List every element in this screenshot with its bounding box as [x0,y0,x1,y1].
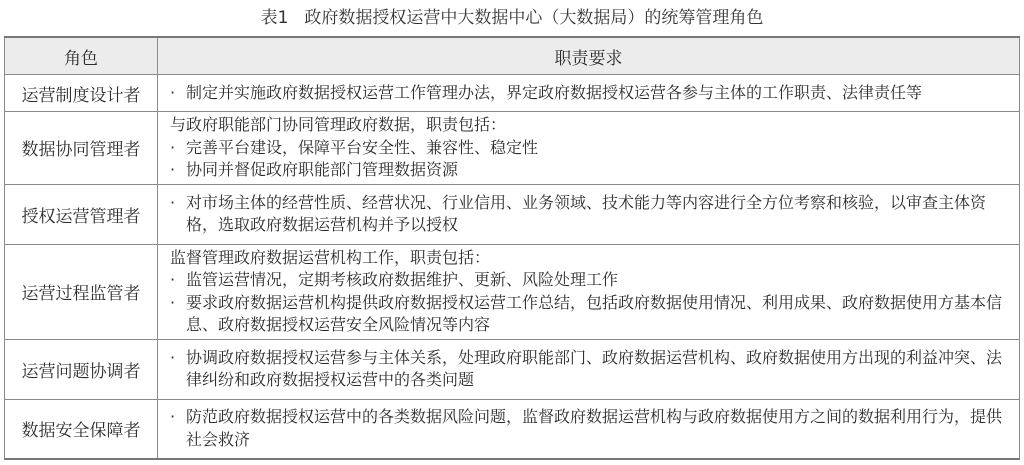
bullet-dot-icon: · [170,292,176,312]
bullet-dot-icon: · [170,137,176,157]
duty-bullet [170,269,1011,292]
duty-bullet [170,292,1011,337]
duty-bullet [170,192,1011,237]
table-row [5,399,1020,459]
duties-intro: 监督管理政府数据运营机构工作，职责包括： [170,247,491,267]
header-role: 角色 [5,37,158,75]
role-cell: 数据安全保障者 [5,399,158,459]
duty-bullet [170,406,1011,451]
duty-text: 协调政府数据授权运营参与主体关系，处理政府职能部门、政府数据运营机构、政府数据使用方出现的利益冲突、法律纠纷和政府数据授权运营中的各类问题 [186,347,1003,389]
duty-bullet [170,347,1011,392]
table-row [5,75,1020,112]
bullet-dot-icon: · [170,160,176,179]
bullet-dot-icon: · [170,192,176,212]
bullet-dot-icon: · [170,270,176,289]
duty-bullet [170,82,1011,105]
duty-text: 制定并实施政府数据授权运营工作管理办法，界定政府数据授权运营各参与主体的工作职责、法律责任等 [186,82,923,102]
roles-table [4,36,1020,460]
duties-cell [158,75,1020,112]
duties-intro: 与政府职能部门协同管理政府数据，职责包括： [170,115,507,134]
duties-cell [158,399,1020,459]
table-title: 政府数据授权运营中大数据中心（大数据局）的统筹管理角色 [304,8,764,28]
bullet-dot-icon: · [170,347,176,367]
duties-cell [158,339,1020,399]
header-duties: 职责要求 [158,37,1020,75]
duties-cell [158,184,1020,244]
duty-text: 防范政府数据授权运营中的各类数据风险问题，监督政府数据运营机构与政府数据使用方之间的数据利用行为，提供社会救济 [186,407,1003,449]
table-number: 表1 [260,8,289,28]
duty-text: 协同并督促政府职能部门管理数据资源 [186,160,459,179]
duty-bullet [170,137,1011,160]
table-row [5,112,1020,185]
table-row [5,184,1020,244]
role-cell: 数据协同管理者 [5,112,158,185]
duty-text: 对市场主体的经营性质、经营状况、行业信用、业务领域、技术能力等内容进行全方位考察和核验，以审查主体资格，选取政府数据运营机构并予以授权 [186,192,987,234]
bullet-dot-icon: · [170,407,176,427]
bullet-dot-icon: · [170,82,176,102]
role-cell: 运营制度设计者 [5,75,158,112]
table-body [5,75,1020,460]
duty-bullet [170,159,1011,182]
duty-text: 完善平台建设，保障平台安全性、兼容性、稳定性 [186,137,539,157]
role-cell: 运营问题协调者 [5,339,158,399]
duties-cell [158,244,1020,339]
table-header-row [5,37,1020,75]
table-row [5,339,1020,399]
duty-text: 监管运营情况，定期考核政府数据维护、更新、风险处理工作 [186,270,619,289]
duty-text: 要求政府数据运营机构提供政府数据授权运营工作总结，包括政府数据使用情况、利用成果、政府数据使用方基本信息、政府数据授权运营安全风险情况等内容 [186,292,1003,334]
table-caption [0,6,1024,30]
role-cell: 授权运营管理者 [5,184,158,244]
table-row [5,244,1020,339]
duties-cell [158,112,1020,185]
role-cell: 运营过程监管者 [5,244,158,339]
